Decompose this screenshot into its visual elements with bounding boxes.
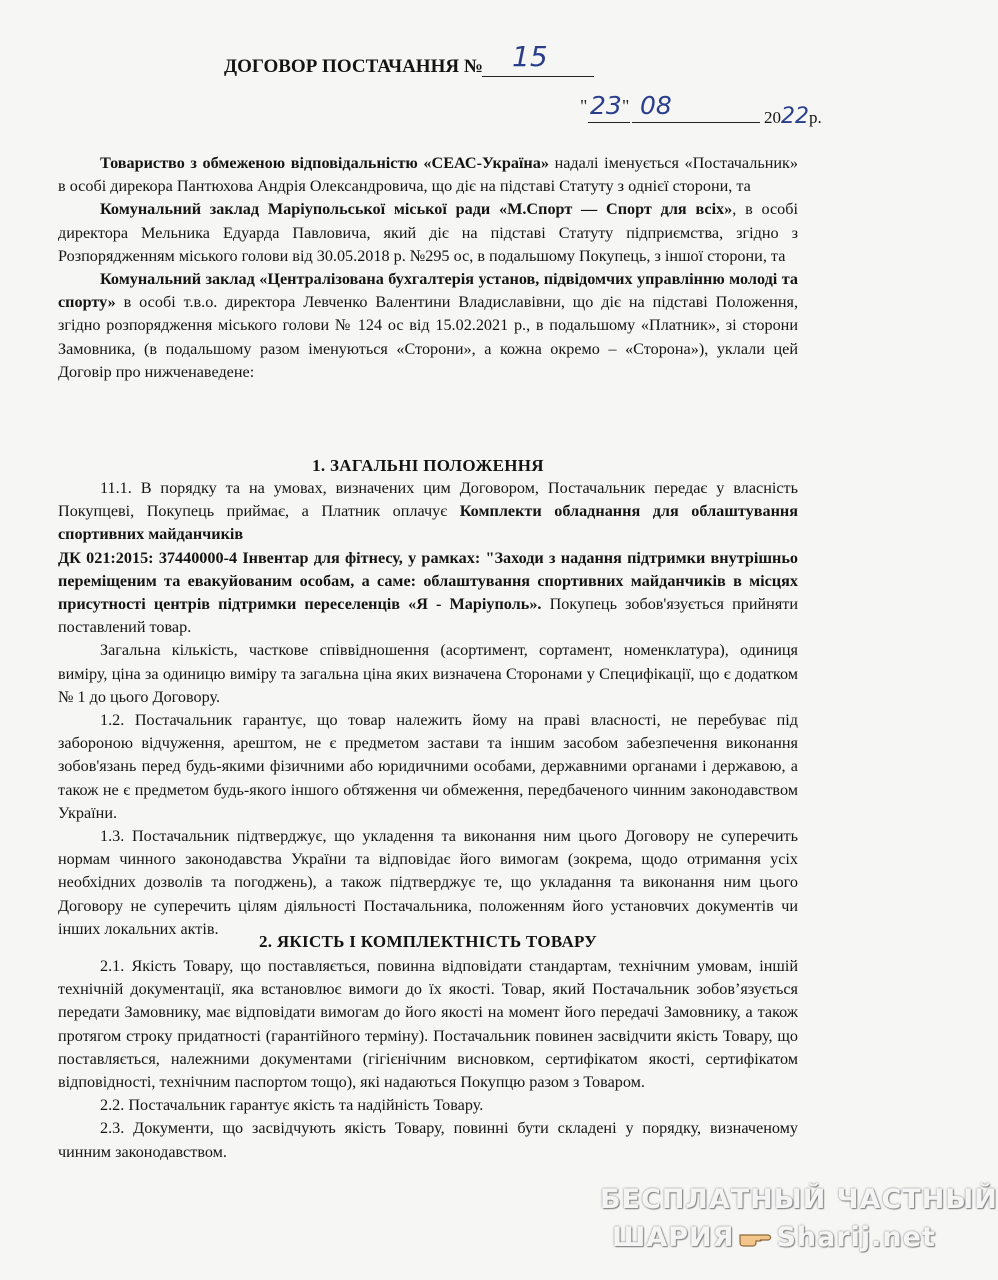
number-underline <box>482 76 594 77</box>
clause-1-1-cpv-text: ДК 021:2015: 37440000-4 Інвентар для фітнесу, у рамках: "Заходи з надання підтримки внутрішньо переміщеним та евакуйованим особам, а саме: облаштування спортивних майданчиків в місцях присутності центрів підтримки переселенців «Я - Маріуполь». <box>58 548 798 614</box>
year-handwritten: 22 <box>781 104 809 129</box>
date-month-handwritten: 08 <box>640 91 672 120</box>
month-underline <box>632 122 760 123</box>
clause-2-1: 2.1. Якість Товару, що поставляється, повинна відповідати стандартам, технічним умовам, іншій технічній документації, яка встановлює вимоги до їх якості. Товар, який Постачальник зобов’язується передати Замовнику, має відповідати вимогам до його якості на момент його передачі Замовнику, а також протягом строку придатності (гарантійного терміну). Постачальник повинен засвідчити якість Товару, що поставляється, належними документами (гігієнічним висновком, сертифікатом якості, сертифікатом відповідності, технічним паспортом тощо), які надаються Покупцю разом з Товаром. <box>58 957 798 1092</box>
clause-1-3: 1.3. Постачальник підтверджує, що укладення та виконання ним цього Договору не суперечить нормам чинного законодавства України та відповідає його вимогам (зокрема, щодо отримання усіх необхідних дозволів та погоджень), а також підтверджує те, що укладання та виконання ним цього Договору не суперечить цілям діяльності Постачальника, положенням його установчих документів чи інших локальних актів. <box>58 827 798 938</box>
date-year <box>764 104 822 129</box>
party-buyer <box>58 198 798 268</box>
date-day-handwritten: 23 <box>590 91 622 120</box>
party-payer <box>58 268 798 384</box>
day-underline <box>588 122 630 123</box>
clause-1-1-text: 11.1. В порядку та на умовах, визначених цим Договором, Постачальник передає у власність Покупцеві, Покупець приймає, а Платник оплачує <box>58 479 798 521</box>
clause-1-1-quantity: Загальна кількість, часткове співвідношення (асортимент, сортамент, номенклатура), одиниця виміру, ціна за одиницю виміру та загальна ціна яких визначена Сторонами у Специфікації, що є додатком № 1 до цього Договору. <box>58 641 798 706</box>
watermark-line-2 <box>612 1222 936 1253</box>
parties-block <box>58 152 798 384</box>
payer-name: Комунальний заклад «Централізована бухгалтерія установ, підвідомчих управлінню молоді та спорту» <box>58 270 798 312</box>
year-suffix: р. <box>809 108 822 127</box>
section-1-heading: 1. ЗАГАЛЬНІ ПОЛОЖЕННЯ <box>312 456 544 475</box>
date-quote-close: " <box>622 96 630 116</box>
supplier-name: Товариство з обмеженою відповідальністю «СЕАС-Україна» <box>100 154 549 172</box>
watermark-right: Sharij.net <box>776 1222 936 1253</box>
clause-1-2: 1.2. Постачальник гарантує, що товар належить йому на праві власності, не перебуває під забороною відчуження, арештом, не є предметом застави та іншим засобом забезпечення виконання зобов'язань перед будь-якими фізичними або юридичними особами, державними органами і державою, а також не є предметом будь-якого іншого обтяження чи обмеження, передбаченого чинним законодавством України. <box>58 711 798 822</box>
contract-number-handwritten: 15 <box>512 40 548 73</box>
watermark-line-1: БЕСПЛАТНЫЙ ЧАСТНЫЙ <box>600 1184 998 1215</box>
clause-1-1-cpv <box>58 547 798 640</box>
clause-2-3: 2.3. Документи, що засвідчують якість Товару, повинні бути складені у порядку, визначеному чинним законодавством. <box>58 1119 798 1161</box>
buyer-name: Комунальний заклад Маріупольської міської ради «М.Спорт — Спорт для всіх» <box>100 200 733 219</box>
contract-title: ДОГОВОР ПОСТАЧАННЯ № <box>224 56 483 77</box>
payer-details: в особі т.в.о. директора Левченко Валентини Владиславівни, що діє на підставі Положення, згідно розпорядження міського голови № 124 ос від 15.02.2021 р., в подальшому «Платник», зі сторони Замовника, (в подальшому разом іменуються «Сторони», а кожна окремо – «Сторона»), уклали цей Договір про нижченаведене: <box>58 293 798 381</box>
watermark-left: ШАРИЯ <box>612 1222 735 1253</box>
supplier-details: надалі іменується «Постачальник» в особі дирекора Пантюхова Андрія Олександровича, що діє на підставі Статуту з однієї сторони, та <box>58 154 798 196</box>
buyer-details: , в особі директора Мельника Едуарда Павловича, який діє на підставі Статуту підприємства, згідно з Розпорядженням міського голови від 30.05.2018 р. №295 ос, в подальшому Покупець, з іншої сторони, та <box>58 200 798 265</box>
year-prefix: 20 <box>764 108 781 127</box>
clause-1-1-subject: Комплекти обладнання для облаштування спортивних майданчиків <box>58 502 799 544</box>
clause-1-1 <box>58 477 798 547</box>
party-supplier <box>58 152 798 198</box>
date-quote-open: " <box>580 96 588 116</box>
clause-1-1-tail: Покупець зобов'язується прийняти поставлений товар. <box>58 595 798 637</box>
clause-2-2: 2.2. Постачальник гарантує якість та надійність Товару. <box>100 1096 484 1115</box>
section-1-body <box>58 477 798 941</box>
section-2-body <box>58 955 798 1164</box>
section-2-heading: 2. ЯКІСТЬ І КОМПЛЕКТНІСТЬ ТОВАРУ <box>258 932 598 951</box>
pointing-hand-icon <box>738 1229 772 1249</box>
